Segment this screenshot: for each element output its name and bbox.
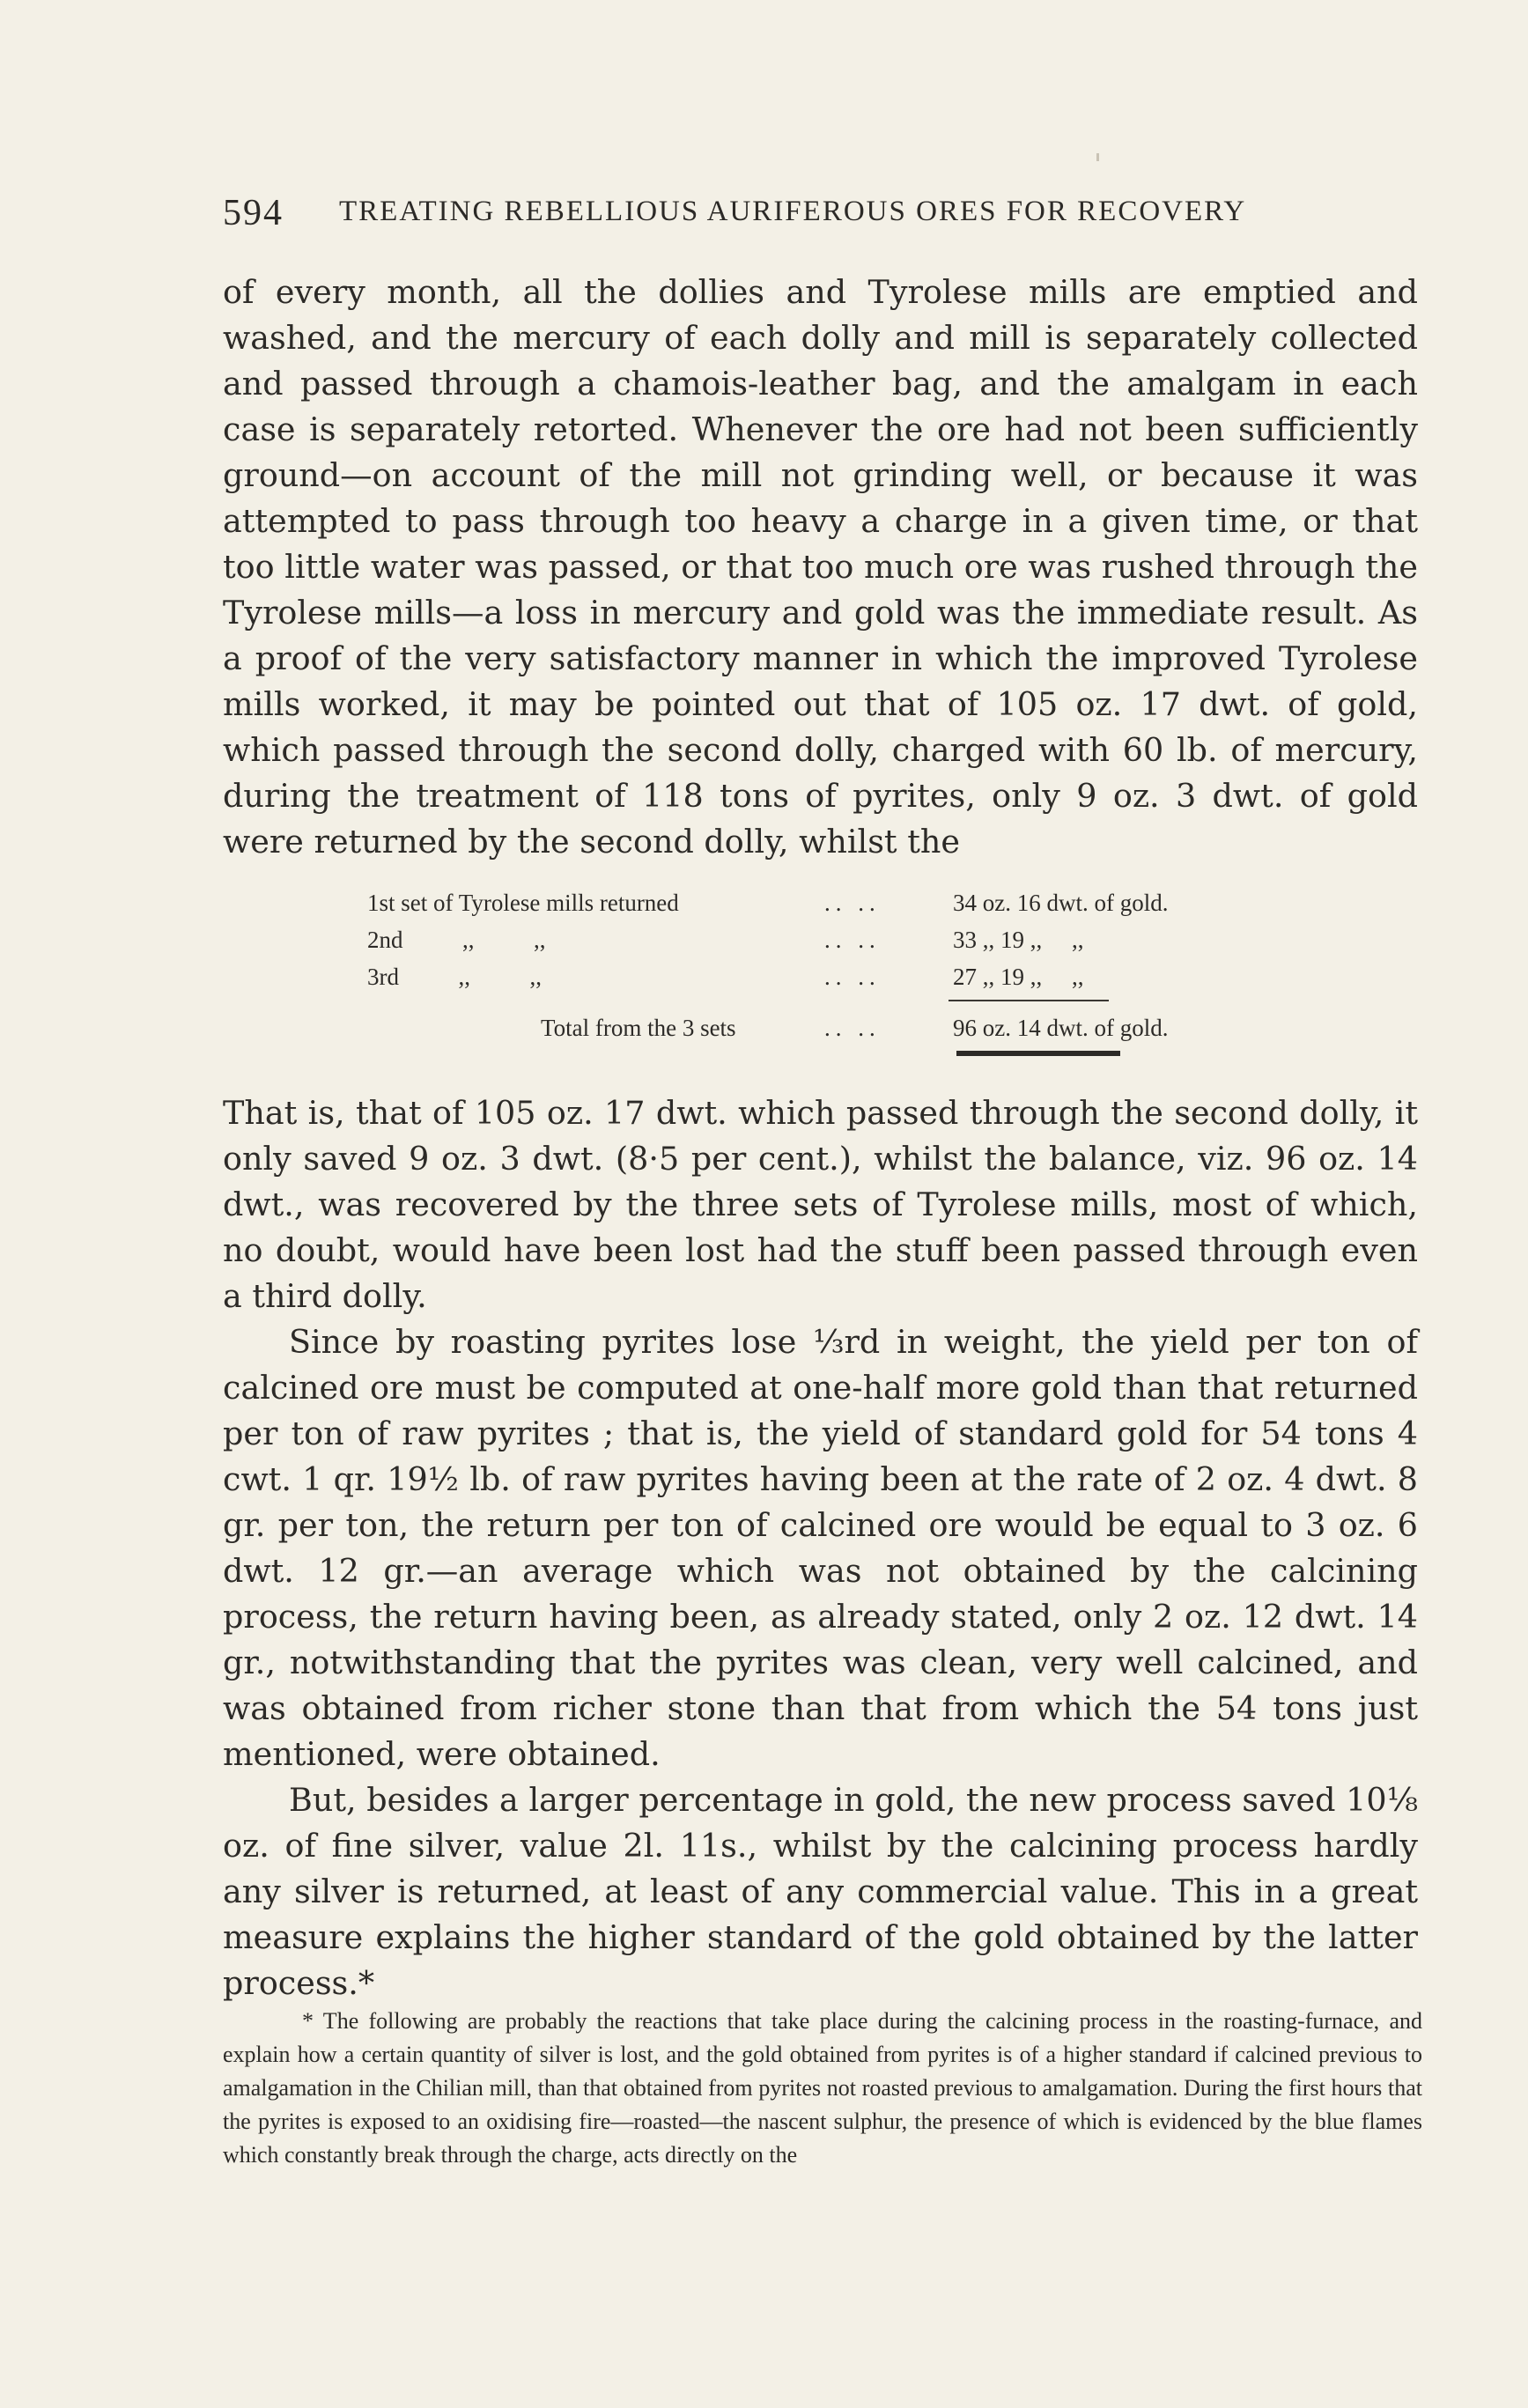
total-label: Total from the 3 sets xyxy=(541,1015,736,1041)
total-amount: 96 oz. 14 dwt. of gold. xyxy=(953,1015,1169,1041)
total-underline xyxy=(956,1051,1120,1056)
paragraph: But, besides a larger percentage in gold, the new process saved 10⅛ oz. of fine silver, value 2l. 11s., whilst by the calcining process hardly any silver is returned, at least of any commercial value. This in a great measure explains the higher standard of the gold obtained by the latter process.* xyxy=(223,1781,1418,2002)
page-header xyxy=(223,192,1359,236)
row-label: 1st set of Tyrolese mills returned xyxy=(367,890,679,916)
footnote xyxy=(223,2005,1422,2172)
row-amount: 33 ,, 19 ,, ,, xyxy=(953,927,1084,953)
printer-mark xyxy=(1096,153,1099,161)
body-block-upper xyxy=(223,270,1418,865)
dot-leader: .. .. xyxy=(824,1015,881,1041)
dot-leader: .. .. xyxy=(824,890,881,916)
table-row xyxy=(367,890,1283,921)
footnote-text: * The following are probably the reactions that take place during the calcining process in the roasting-furnace, and explain how a certain quantity of silver is lost, and the gold obtained from pyrites is of a higher standard if calcined previous to amalgamation in the Chilian mill, than that obtained from pyrites not roasted previous to amalgamation. During the first hours that the pyrites is exposed to an oxidising fire—roasted—the nascent sulphur, the presence of which is evidenced by the blue flames which constantly break through the charge, acts directly on the xyxy=(223,2008,1422,2168)
paragraph: That is, that of 105 oz. 17 dwt. which passed through the second dolly, it only saved 9 oz. 3 dwt. (8·5 per cent.), whilst the balance, viz. 96 oz. 14 dwt., was recovered by the three sets of Tyrolese mills, most of which, no doubt, would have been lost had the stuff been passed through even a third dolly. xyxy=(223,1094,1418,1315)
body-block-lower xyxy=(223,1090,1418,2006)
paragraph-continuation: of every month, all the dollies and Tyrolese mills are emptied and washed, and the mercury of each dolly and mill is separately collected and passed through a chamois-leather bag, and the amalgam in each case is separately retorted. Whenever the ore had not been sufficiently ground—on account of the mill not grinding well, or because it was attempted to pass through too heavy a charge in a given time, or that too little water was passed, or that too much ore was rushed through the Tyrolese mills—a loss in mercury and gold was the immediate result. As a proof of the very satisfactory manner in which the improved Tyrolese mills worked, it may be pointed out that of 105 oz. 17 dwt. of gold, which passed through the second dolly, charged with 60 lb. of mercury, during the treatment of 118 tons of pyrites, only 9 oz. 3 dwt. of gold were returned by the second dolly, whilst the xyxy=(223,273,1418,861)
row-label: 3rd ,, ,, xyxy=(367,964,542,990)
running-title: TREATING REBELLIOUS AURIFEROUS ORES FOR RECOVERY xyxy=(339,196,1247,227)
table-row xyxy=(367,927,1283,958)
row-amount: 34 oz. 16 dwt. of gold. xyxy=(953,890,1169,916)
dot-leader: .. .. xyxy=(824,964,881,990)
paragraph: Since by roasting pyrites lose ⅓rd in weight, the yield per ton of calcined ore must be computed at one-half more gold than that returned per ton of raw pyrites ; that is, the yield of standard gold for 54 tons 4 cwt. 1 qr. 19½ lb. of raw pyrites having been at the rate of 2 oz. 4 dwt. 8 gr. per ton, the return per ton of calcined ore would be equal to 3 oz. 6 dwt. 12 gr.—an average which was not obtained by the calcining process, the return having been, as already stated, only 2 oz. 12 dwt. 14 gr., notwithstanding that the pyrites was clean, very well calcined, and was obtained from richer stone than that from which the 54 tons just mentioned, were obtained. xyxy=(223,1323,1418,1773)
sum-rule xyxy=(949,1000,1109,1001)
results-table xyxy=(367,890,1283,1048)
row-label: 2nd ,, ,, xyxy=(367,927,546,953)
page-number: 594 xyxy=(223,193,284,233)
row-amount: 27 ,, 19 ,, ,, xyxy=(953,964,1084,990)
table-total-row xyxy=(367,1015,1283,1046)
table-row xyxy=(367,964,1283,995)
dot-leader: .. .. xyxy=(824,927,881,953)
